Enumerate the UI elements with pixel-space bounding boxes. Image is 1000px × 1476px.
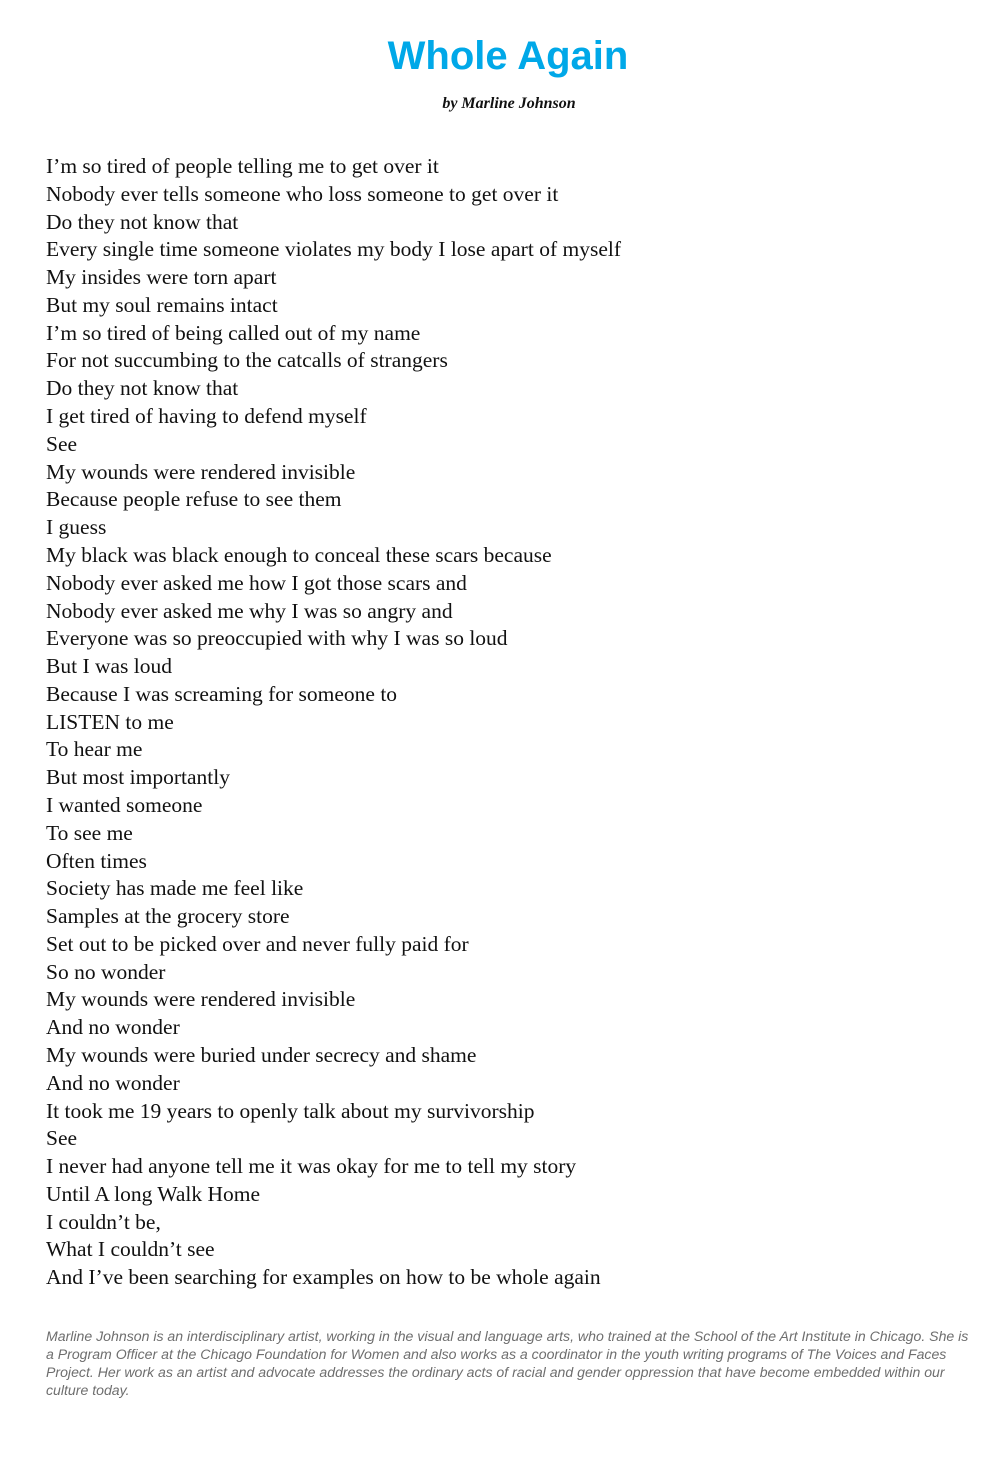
poem-line: Until A long Walk Home <box>46 1181 261 1206</box>
poem-line: My black was black enough to conceal these scars because <box>46 542 552 567</box>
poem-line: I’m so tired of people telling me to get over it <box>46 154 439 178</box>
poem-line: To hear me <box>46 737 143 762</box>
poem-line: Often times <box>46 848 147 873</box>
poem-line: Everyone was so preoccupied with why I was so loud <box>46 626 508 651</box>
poem-line: Because people refuse to see them <box>46 487 342 512</box>
poem-line: I get tired of having to defend myself <box>46 404 367 429</box>
poem-line: It took me 19 years to openly talk about my survivorship <box>46 1098 535 1123</box>
poem-line: My wounds were rendered invisible <box>46 987 356 1012</box>
poem-line: Nobody ever tells someone who loss someone to get over it <box>46 181 559 206</box>
poem-line: And I’ve been searching for examples on how to be whole again <box>46 1265 601 1290</box>
author-bio: Marline Johnson is an interdisciplinary artist, working in the visual and language arts, who trained at the School of the Art Institute in Chicago. She is a Program Officer at the Chicago Foundation for Women and also works as a coordinator in the youth writing programs of The Voices and Faces Project. Her work as an artist and advocate addresses the ordinary acts of racial and gender oppression that have become embedded within our culture today. <box>46 1328 969 1398</box>
poem-line: I’m so tired of being called out of my name <box>46 320 421 345</box>
poem-line: My wounds were buried under secrecy and shame <box>46 1043 477 1067</box>
poem-line: What I couldn’t see <box>46 1237 215 1262</box>
poem-line: And no wonder <box>46 1015 180 1040</box>
poem-line: See <box>46 1126 78 1151</box>
poem-line: Nobody ever asked me how I got those scars and <box>46 570 467 595</box>
poem-line: Every single time someone violates my body I lose apart of myself <box>46 237 621 262</box>
poem-line: And no wonder <box>46 1070 180 1095</box>
poem-title: Whole Again <box>387 34 629 78</box>
poem-body <box>46 153 621 1292</box>
poem-line: My wounds were rendered invisible <box>46 459 356 484</box>
poem-line: Because I was screaming for someone to <box>46 681 398 706</box>
poem-line: I wanted someone <box>46 792 203 817</box>
poem-line: To see me <box>46 820 133 845</box>
poem-line: Set out to be picked over and never fully paid for <box>46 931 469 956</box>
poem-line: But most importantly <box>46 765 230 790</box>
poem-line: Society has made me feel like <box>46 876 304 901</box>
poem-line: I never had anyone tell me it was okay for me to tell my story <box>46 1154 577 1179</box>
poem-line: For not succumbing to the catcalls of strangers <box>46 348 448 373</box>
poem-line: I couldn’t be, <box>46 1209 161 1234</box>
poem-line: See <box>46 431 78 456</box>
poem-line: Nobody ever asked me why I was so angry and <box>46 598 453 623</box>
poem-line: Samples at the grocery store <box>46 904 290 929</box>
poem-line: LISTEN to me <box>46 709 174 734</box>
poem-line: Do they not know that <box>46 376 239 401</box>
poem-line: My insides were torn apart <box>46 265 277 290</box>
author-byline: by Marline Johnson <box>442 95 576 112</box>
poem-line: But I was loud <box>46 654 173 679</box>
poem-line: So no wonder <box>46 959 166 984</box>
poem-line: I guess <box>46 515 107 540</box>
poem-line: But my soul remains intact <box>46 292 278 317</box>
poem-line: Do they not know that <box>46 209 239 234</box>
